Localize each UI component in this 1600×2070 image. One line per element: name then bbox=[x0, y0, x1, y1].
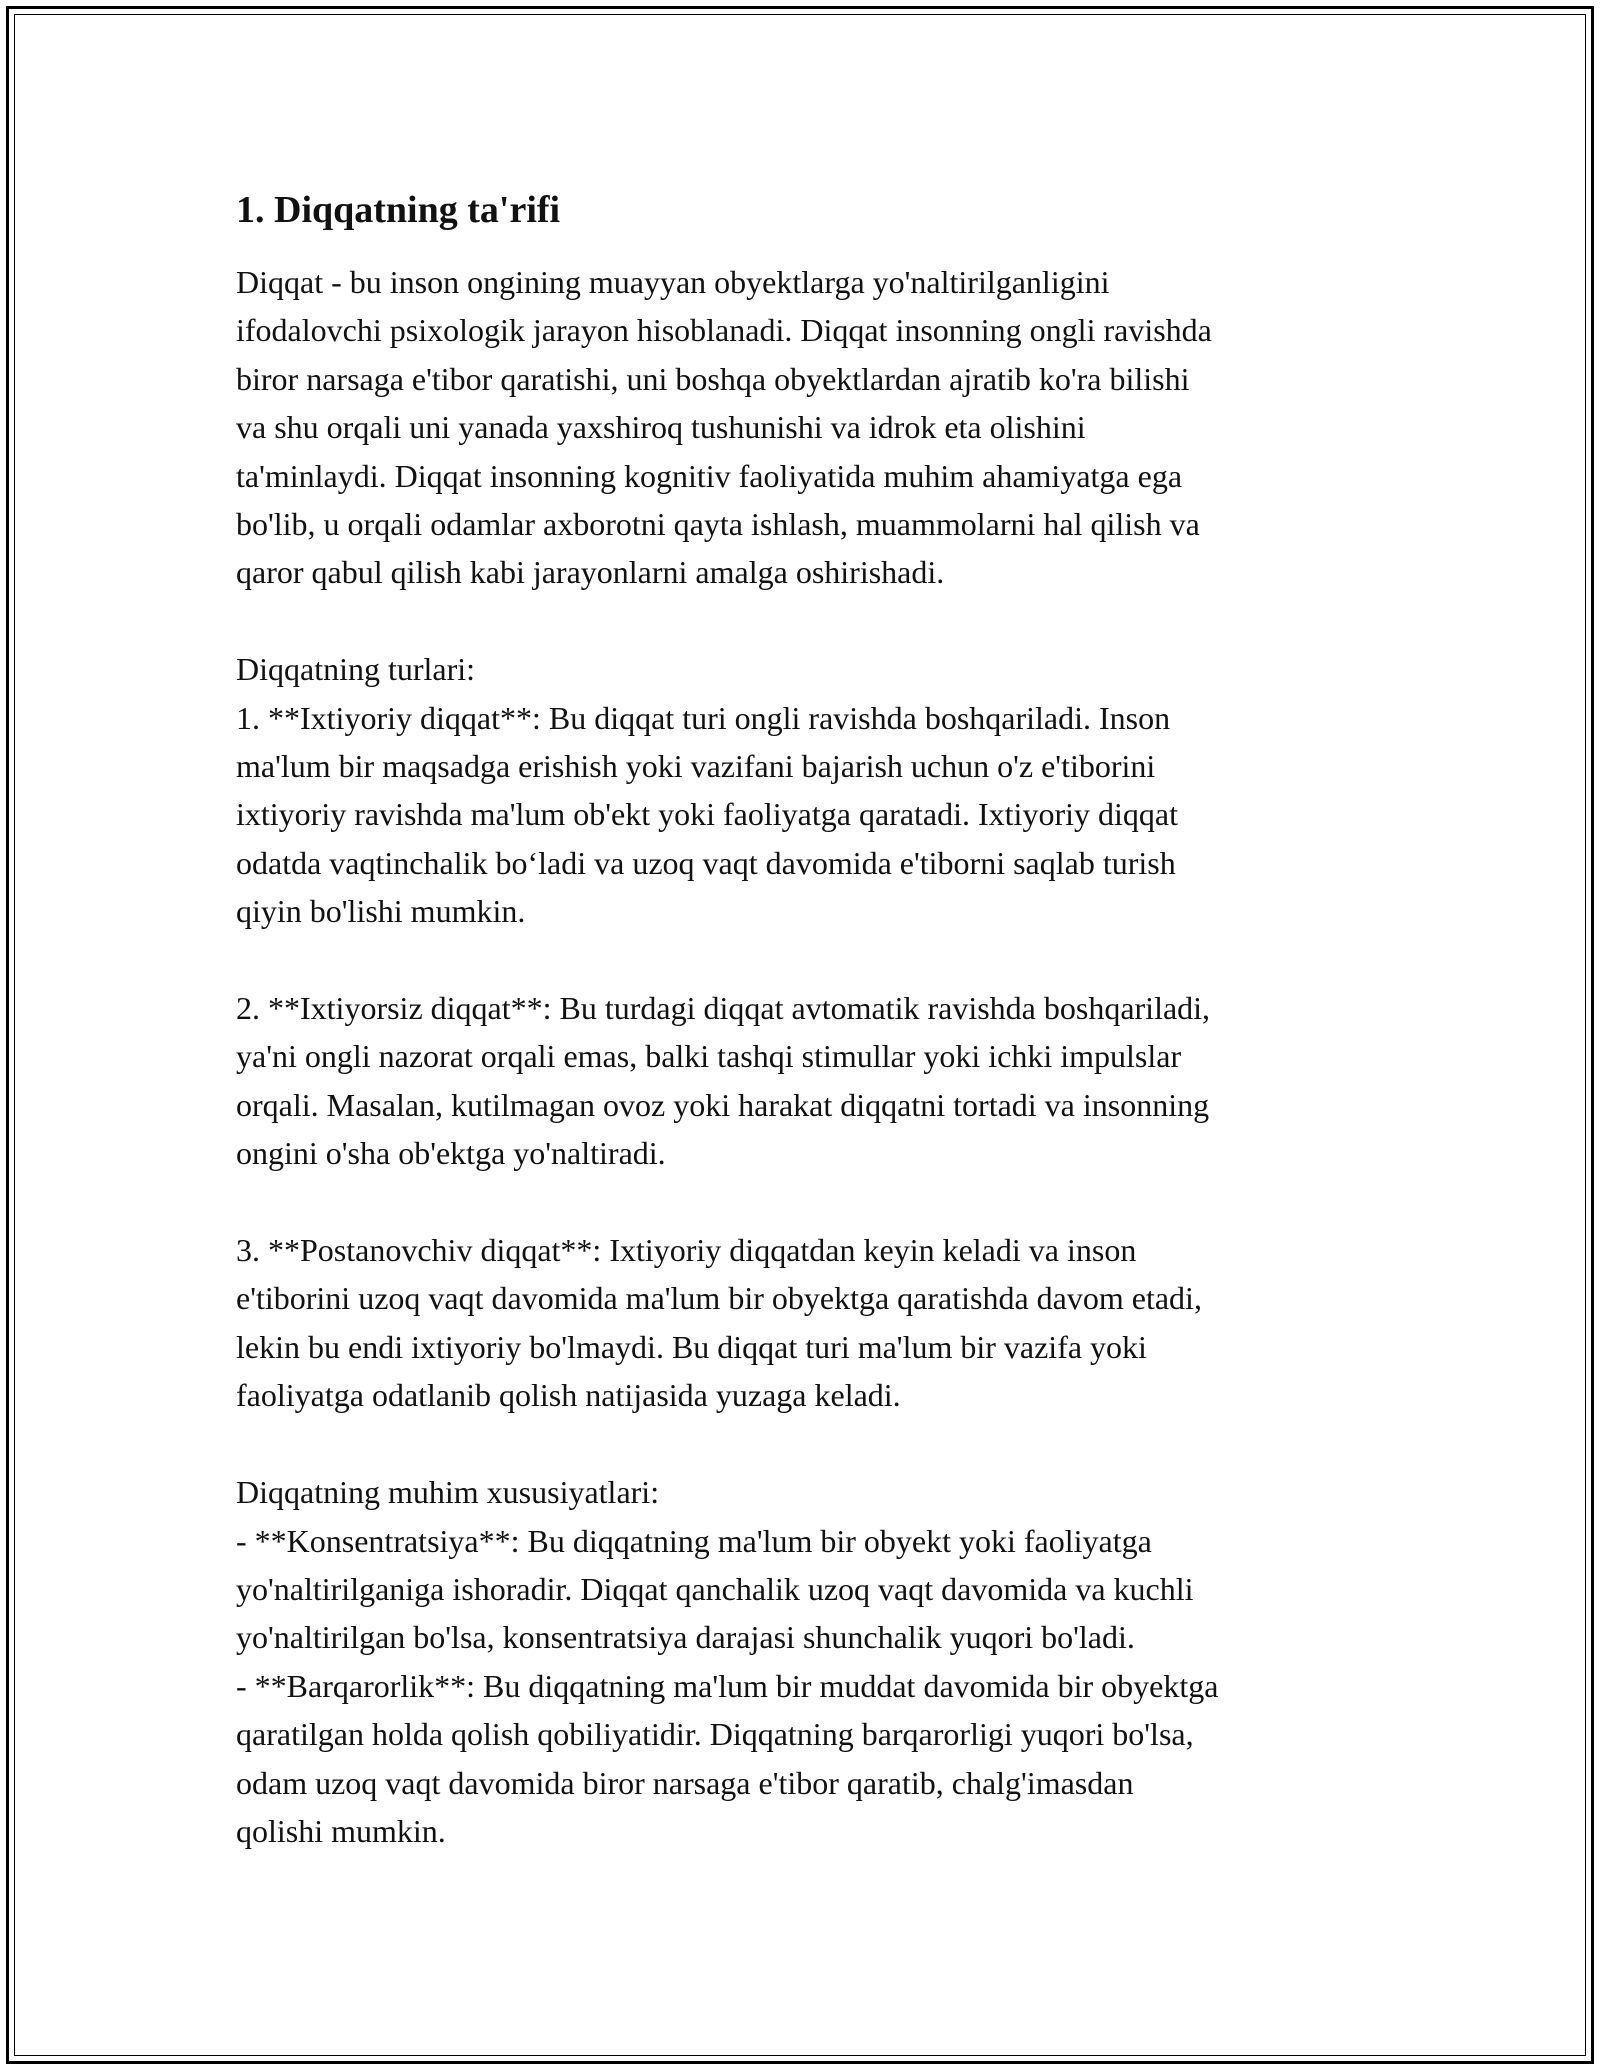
document-body bbox=[236, 186, 1386, 1855]
paragraph-definition: Diqqat - bu inson ongining muayyan obyektlarga yo'naltirilganligini ifodalovchi psixologik jarayon hisoblanadi. Diqqat insonning ongli ravishda biror narsaga e'tibor qaratishi, uni boshqa obyektlardan ajratib ko'ra bilishi va shu orqali uni yanada yaxshiroq tushunishi va idrok eta olishini ta'minlaydi. Diqqat insonning kognitiv faoliyatida muhim ahamiyatga ega bo'lib, u orqali odamlar axborotni qayta ishlash, muammolarni hal qilish va qaror qabul qilish kabi jarayonlarni amalga oshirishadi. bbox=[236, 264, 1212, 591]
paragraph-types-post-voluntary: 3. **Postanovchiv diqqat**: Ixtiyoriy diqqatdan keyin keladi va inson e'tiborini uzoq vaqt davomida ma'lum bir obyektga qaratishda davom etadi, lekin bu endi ixtiyoriy bo'lmaydi. Bu diqqat turi ma'lum bir vazifa yoki faoliyatga odatlanib qolish natijasida yuzaga keladi. bbox=[236, 1232, 1202, 1414]
paragraph-types-involuntary: 2. **Ixtiyorsiz diqqat**: Bu turdagi diqqat avtomatik ravishda boshqariladi, ya'ni ongli nazorat orqali emas, balki tashqi stimullar yoki ichki impulslar orqali. Masalan, kutilmagan ovoz yoki harakat diqqatni tortadi va insonning ongini o'sha ob'ektga yo'naltiradi. bbox=[236, 990, 1211, 1172]
paragraph-properties: Diqqatning muhim xususiyatlari: - **Konsentratsiya**: Bu diqqatning ma'lum bir obyekt yoki faoliyatga yo'naltirilganiga ishoradir. Diqqat qanchalik uzoq vaqt davomida va kuchli yo'naltirilgan bo'lsa, konsentratsiya darajasi shunchalik yuqori bo'ladi. - **Barqarorlik**: Bu diqqatning ma'lum bir muddat davomida bir obyektga qaratilgan holda qolish qobiliyatidir. Diqqatning barqarorligi yuqori bo'lsa, odam uzoq vaqt davomida biror narsaga e'tibor qaratib, chalg'imasdan qolishi mumkin. bbox=[236, 1474, 1219, 1849]
paragraph-types-voluntary: Diqqatning turlari: 1. **Ixtiyoriy diqqat**: Bu diqqat turi ongli ravishda boshqariladi. Inson ma'lum bir maqsadga erishish yoki vazifani bajarish uchun o'z e'tiborini ixtiyoriy ravishda ma'lum ob'ekt yoki faoliyatga qaratadi. Ixtiyoriy diqqat odatda vaqtinchalik bo‘ladi va uzoq vaqt davomida e'tiborni saqlab turish qiyin bo'lishi mumkin. bbox=[236, 651, 1178, 930]
section-heading: 1. Diqqatning ta'rifi bbox=[236, 189, 561, 231]
